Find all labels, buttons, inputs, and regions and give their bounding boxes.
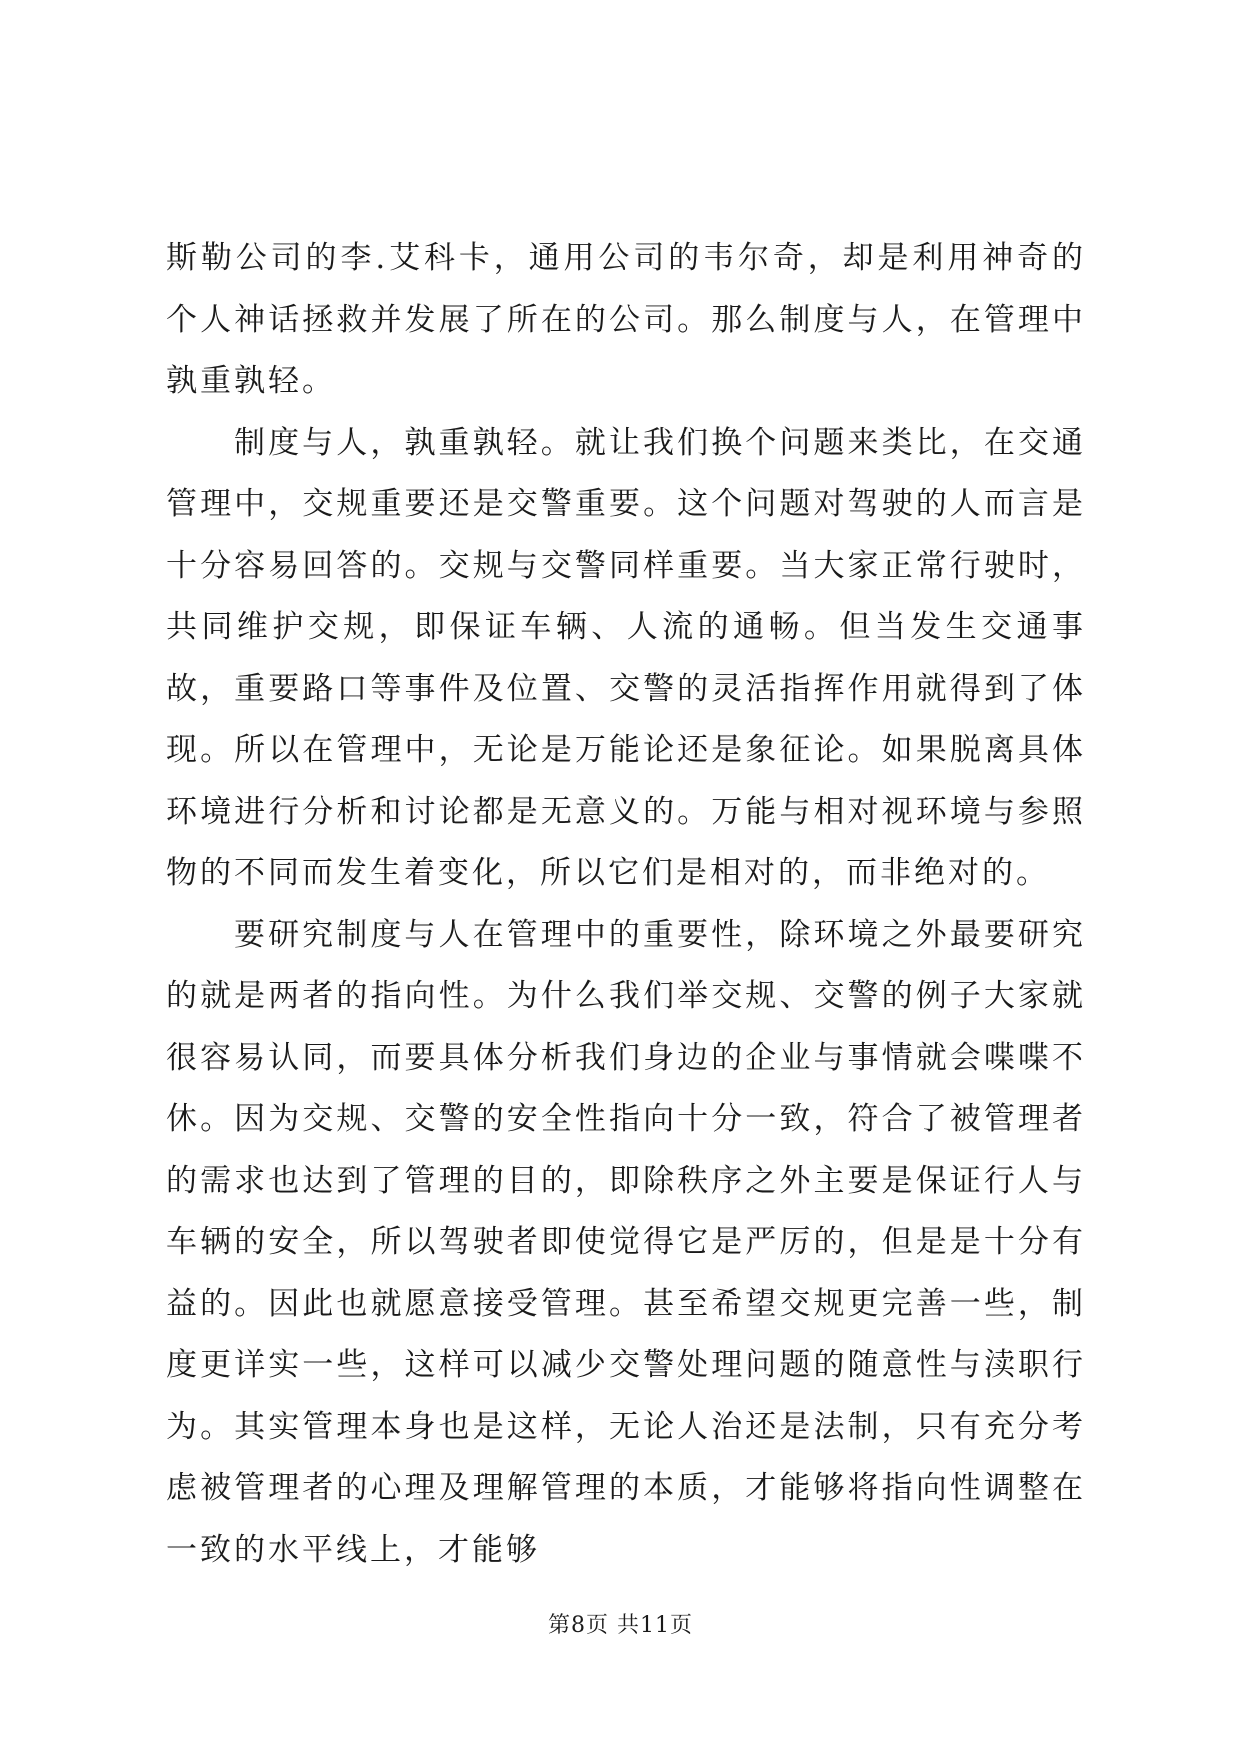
paragraph-continuation: 斯勒公司的李.艾科卡，通用公司的韦尔奇，却是利用神奇的个人神话拯救并发展了所在的公司。那么制度与人，在管理中孰重孰轻。 [166, 240, 1086, 399]
paragraph-directionality: 要研究制度与人在管理中的重要性，除环境之外最要研究的就是两者的指向性。为什么我们举交规、交警的例子大家就很容易认同，而要具体分析我们身边的企业与事情就会喋喋不休。因为交规、交警的安全性指向十分一致，符合了被管理者的需求也达到了管理的目的，即除秩序之外主要是保证行人与车辆的安全，所以驾驶者即使觉得它是严厉的，但是是十分有益的。因此也就愿意接受管理。甚至希望交规更完善一些，制度更详实一些，这样可以减少交警处理问题的随意性与渎职行为。其实管理本身也是这样，无论人治还是法制，只有充分考虑被管理者的心理及理解管理的本质，才能够将指向性调整在一致的水平线上，才能够 [166, 916, 1086, 1568]
document-body [166, 228, 1086, 1581]
paragraph-traffic-analogy: 制度与人，孰重孰轻。就让我们换个问题来类比，在交通管理中，交规重要还是交警重要。这个问题对驾驶的人而言是十分容易回答的。交规与交警同样重要。当大家正常行驶时，共同维护交规，即保证车辆、人流的通畅。但当发生交通事故，重要路口等事件及位置、交警的灵活指挥作用就得到了体现。所以在管理中，无论是万能论还是象征论。如果脱离具体环境进行分析和讨论都是无意义的。万能与相对视环境与参照物的不同而发生着变化，所以它们是相对的，而非绝对的。 [166, 424, 1086, 891]
page-number-footer: 第8页 共11页 [548, 1613, 693, 1638]
